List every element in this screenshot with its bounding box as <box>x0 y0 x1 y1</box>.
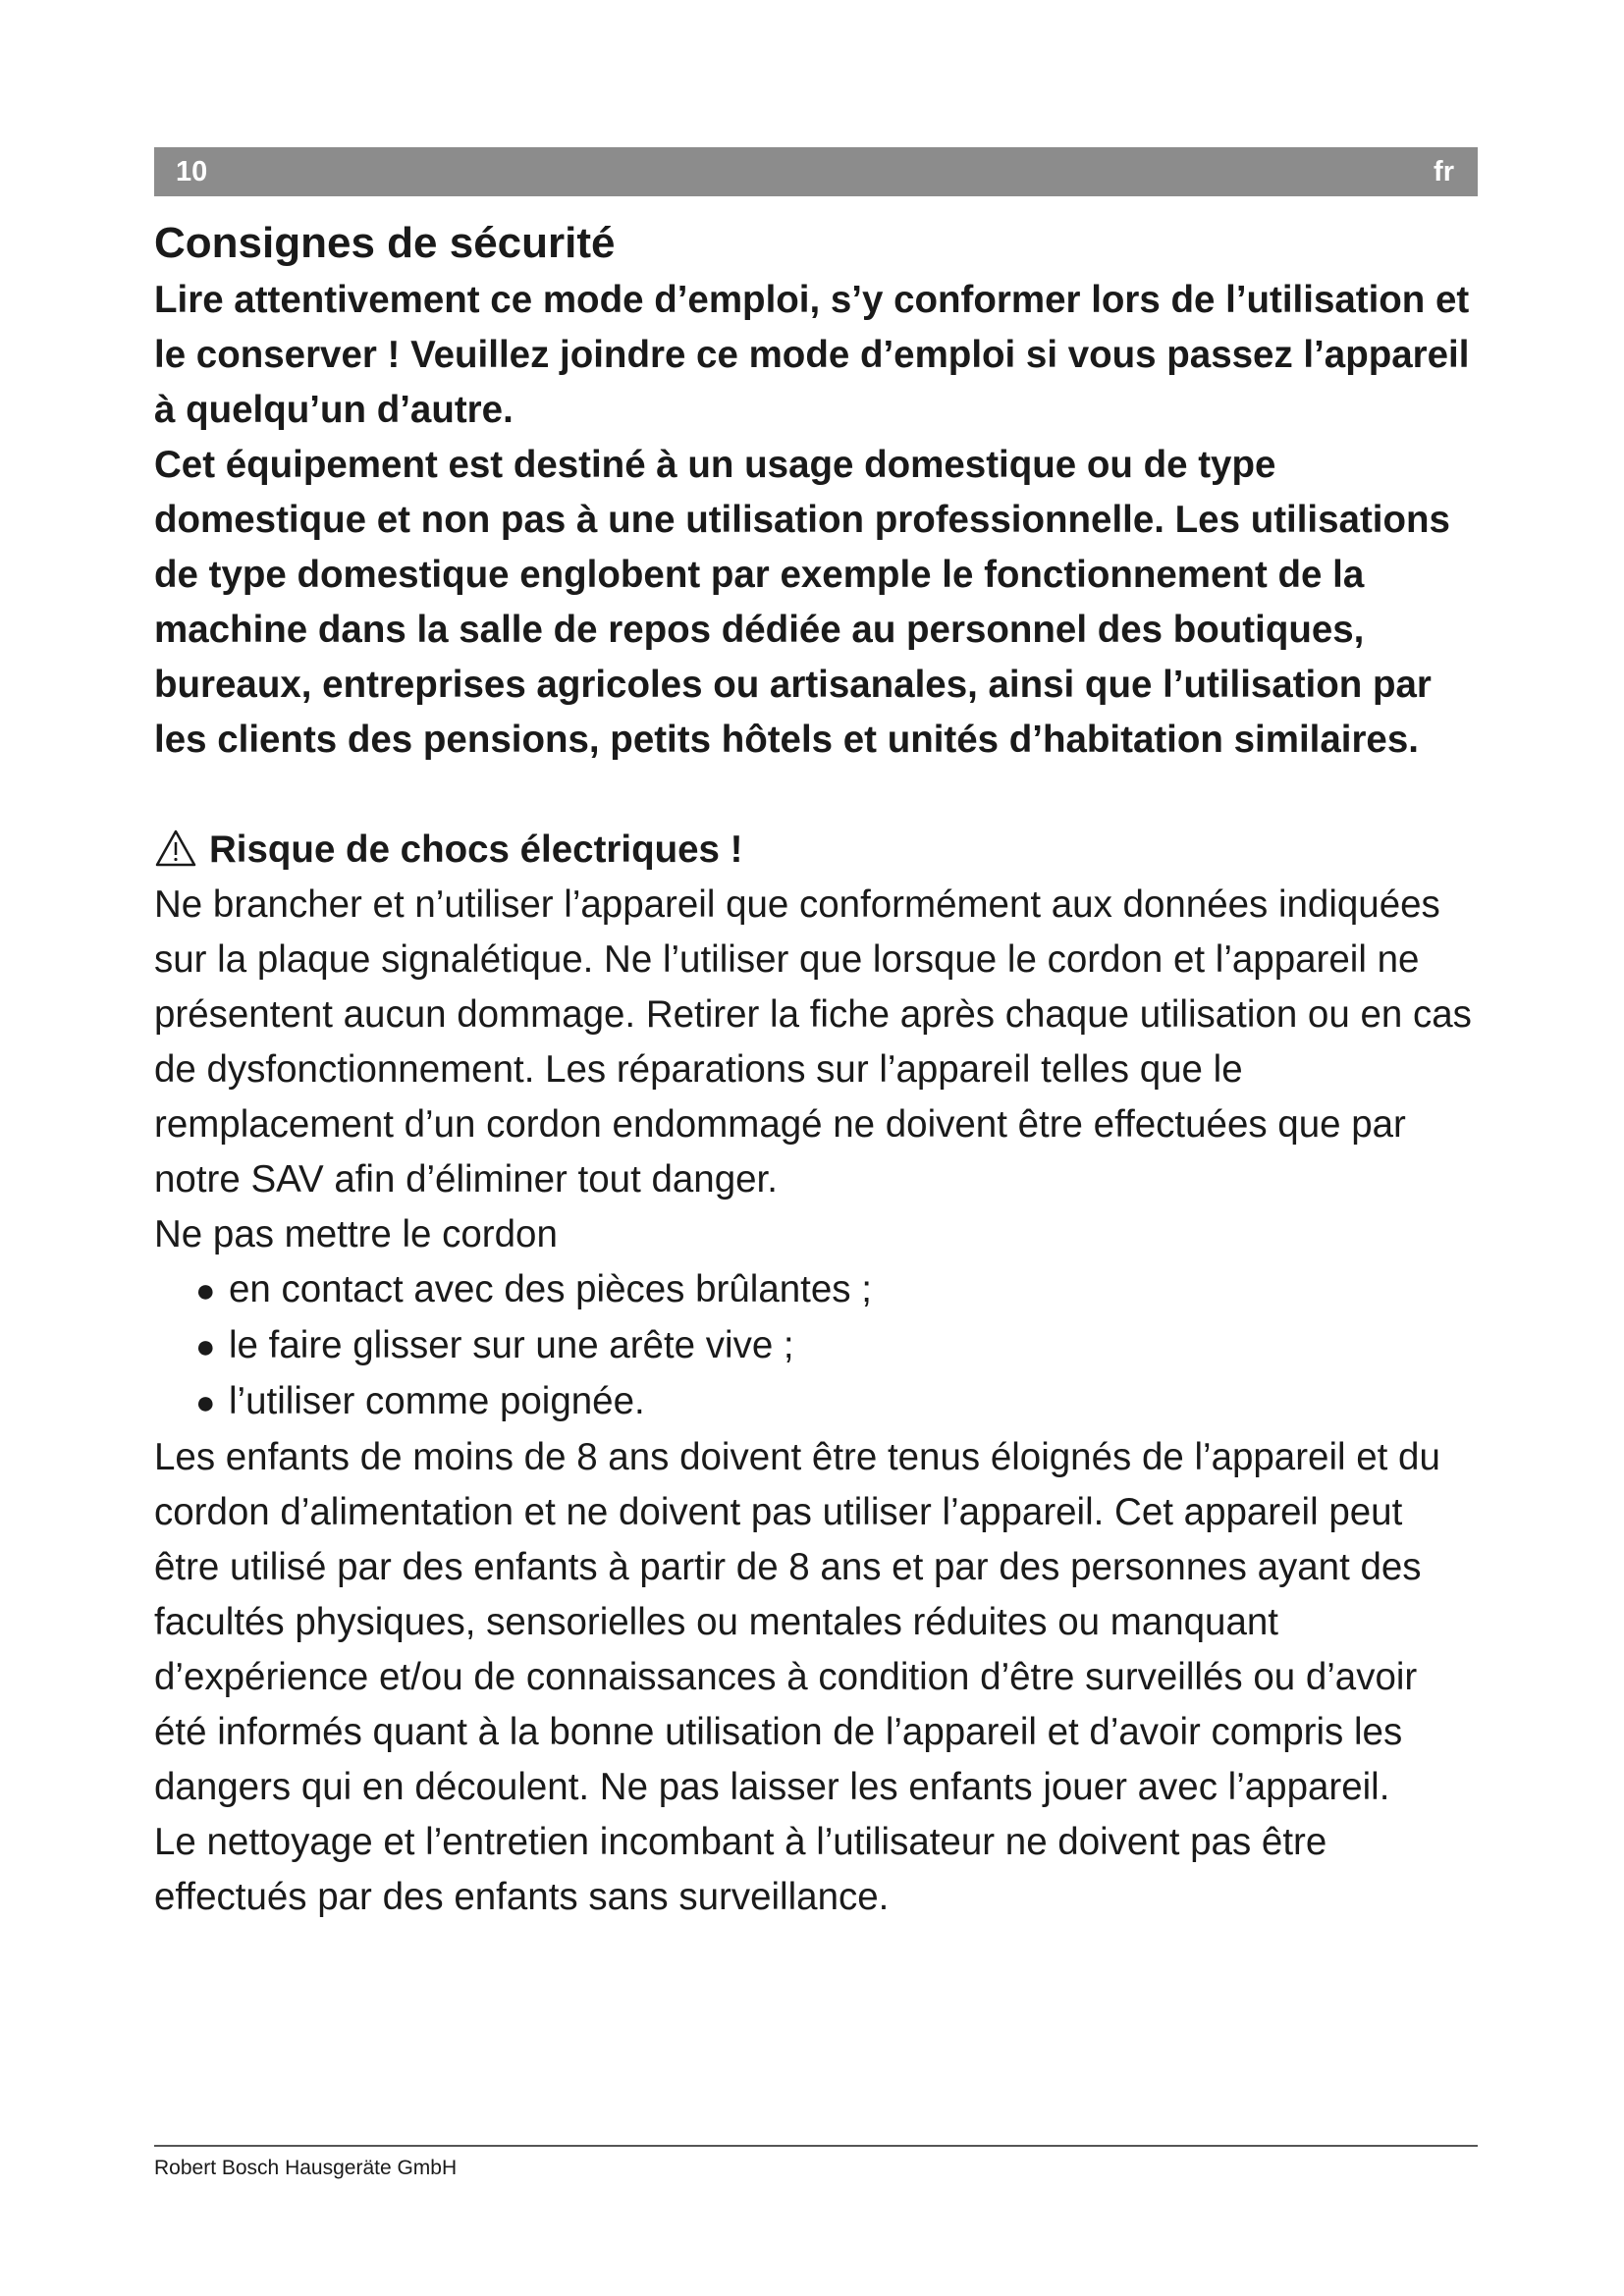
bullet-icon: ● <box>195 1384 216 1421</box>
bullet-icon: ● <box>195 1328 216 1365</box>
language-code: fr <box>1434 155 1454 187</box>
list-item <box>195 1318 1478 1374</box>
section-title: Consignes de sécurité <box>154 219 616 267</box>
warning-body <box>154 878 1478 1925</box>
electric-shock-paragraph: Ne brancher et n’utiliser l’appareil que conformément aux données indiquées sur la plaque signalétique. Ne l’utiliser que lorsque le cordon et l’appareil ne présentent aucun dommage. Retirer la fiche après chaque utilisation ou en cas de dysfonctionnement. Les réparations sur l’appareil telles que le remplacement d’un cordon endommagé ne doivent être effectuées que par notre SAV afin d’éliminer tout danger. <box>154 883 1472 1201</box>
cleaning-paragraph: Le nettoyage et l’entretien incombant à l’utilisateur ne doivent pas être effectués par des enfants sans surveillance. <box>154 1821 1327 1918</box>
warning-triangle-icon <box>154 828 197 868</box>
page-content <box>154 147 1478 1925</box>
children-paragraph: Les enfants de moins de 8 ans doivent être tenus éloignés de l’appareil et du cordon d’alimentation et ne doivent pas utiliser l’appareil. Cet appareil peut être utilisé par des enfants à partir de 8 ans et par des personnes ayant des facultés physiques, sensorielles ou mentales réduites ou manquant d’expérience et/ou de connaissances à condition d’être surveillés ou d’avoir été informés quant à la bonne utilisation de l’appareil et d’avoir compris les dangers qui en découlent. Ne pas laisser les enfants jouer avec l’appareil. <box>154 1436 1440 1808</box>
bullet-text: l’utiliser comme poignée. <box>229 1380 645 1422</box>
footer-divider <box>154 2145 1478 2147</box>
page-header-bar <box>154 147 1478 196</box>
lead-paragraph: Cet équipement est destiné à un usage domestique ou de type domestique et non pas à une utilisation professionnelle. Les utilisations de type domestique englobent par exemple le fonctionnement de la machine dans la salle de repos dédiée au personnel des boutiques, bureaux, entreprises agricoles ou artisanales, ainsi que l’utilisation par les clients des pensions, petits hôtels et unités d’habitation similaires. <box>154 444 1450 761</box>
bullet-text: le faire glisser sur une arête vive ; <box>229 1324 794 1366</box>
warning-heading-text: Risque de chocs électriques ! <box>209 828 743 871</box>
page-number: 10 <box>176 155 208 187</box>
list-item <box>195 1374 1478 1430</box>
cord-bullet-list <box>154 1262 1478 1430</box>
bullet-text: en contact avec des pièces brûlantes ; <box>229 1268 872 1310</box>
bullet-icon: ● <box>195 1272 216 1309</box>
cord-intro: Ne pas mettre le cordon <box>154 1213 558 1255</box>
footer-company: Robert Bosch Hausgeräte GmbH <box>154 2157 458 2179</box>
lead-section <box>154 273 1478 768</box>
lead-paragraph: Lire attentivement ce mode d’emploi, s’y conformer lors de l’utilisation et le conserver ! Veuillez joindre ce mode d’emploi si vous passez l’appareil à quelqu’un d’autre. <box>154 279 1470 431</box>
warning-heading <box>154 823 1478 878</box>
list-item <box>195 1262 1478 1318</box>
